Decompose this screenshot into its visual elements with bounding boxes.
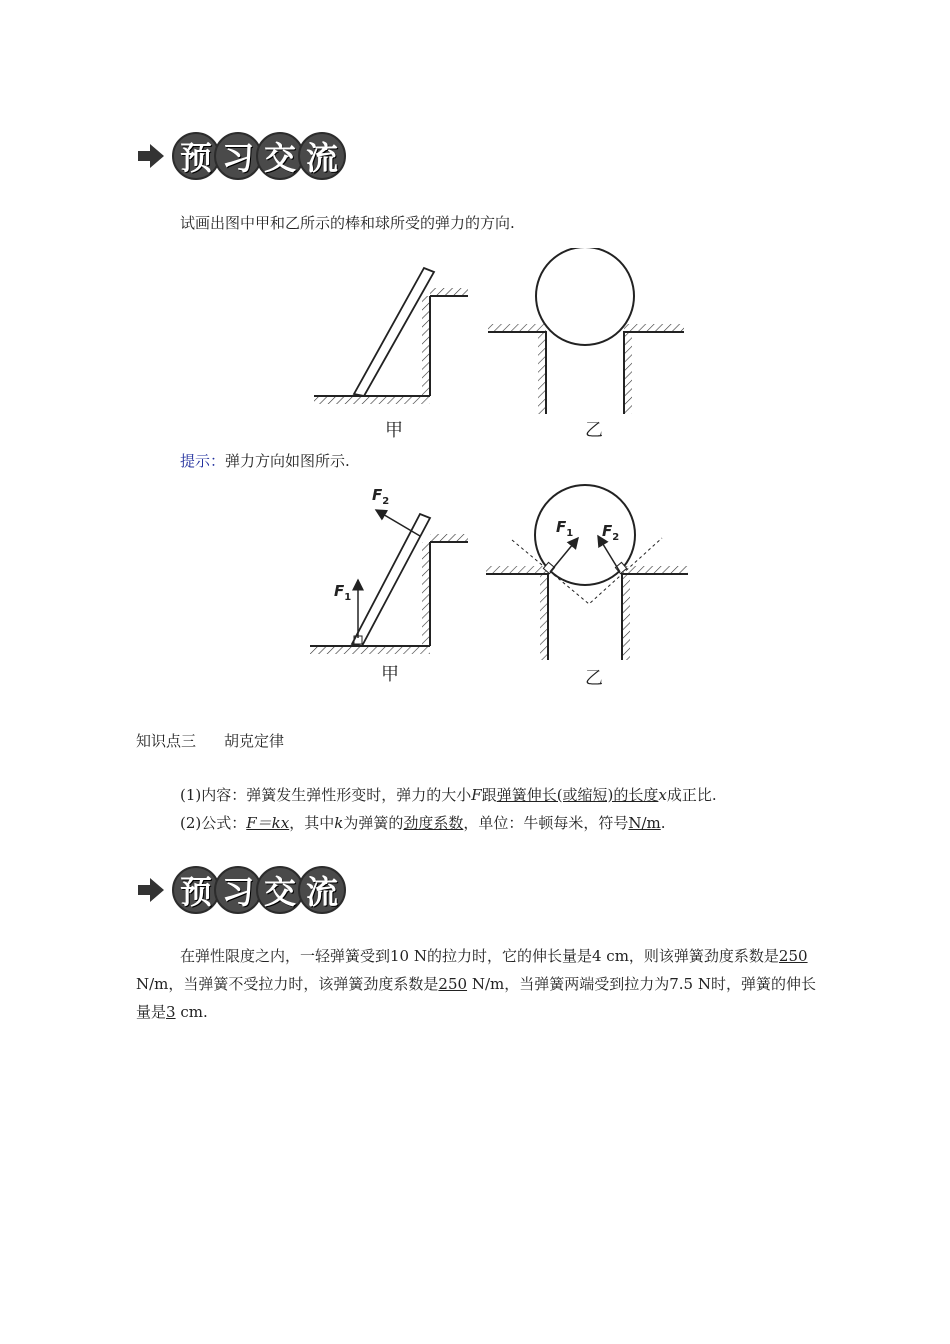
label-jia: 甲 xyxy=(381,664,399,685)
force-f2-label: $F_2$ xyxy=(372,486,390,507)
section-heading xyxy=(136,730,284,752)
hint-label: 提示： xyxy=(180,452,226,470)
figure-yi-forces xyxy=(486,485,688,660)
arrow-right-icon xyxy=(136,141,166,171)
force-f1-label-yi: $F_1$ xyxy=(556,518,574,539)
banner-char: 交 xyxy=(256,866,304,914)
answer-2: 250 xyxy=(438,975,468,993)
figure-force-directions xyxy=(0,480,950,690)
answer-3: 3 xyxy=(166,1003,176,1021)
content-item-1: (1)内容：弹簧发生弹性形变时，弹力的大小F跟弹簧伸长(或缩短)的长度x成正比. xyxy=(180,786,717,804)
arrow-right-icon xyxy=(136,875,166,905)
banner-char: 流 xyxy=(298,132,346,180)
banner-char: 流 xyxy=(298,866,346,914)
figure-jia xyxy=(314,268,468,404)
banner-char: 习 xyxy=(214,866,262,914)
section-banner xyxy=(136,130,340,182)
banner-char: 预 xyxy=(172,132,220,180)
label-jia: 甲 xyxy=(385,420,403,441)
label-yi: 乙 xyxy=(585,420,603,441)
banner-char: 预 xyxy=(172,866,220,914)
hint-line xyxy=(180,450,350,472)
formula: F＝kx xyxy=(246,814,290,832)
force-f2-label-yi: $F_2$ xyxy=(602,522,620,543)
problem-paragraph: 在弹性限度之内，一轻弹簧受到10 N的拉力时，它的伸长量是4 cm，则该弹簧劲度系数是250 N/m，当弹簧不受拉力时，该弹簧劲度系数是250 N/m，当弹簧两端受到拉力为7.5 N时，弹簧的伸长量是3 cm. xyxy=(136,947,816,1021)
answer-1: 250 xyxy=(778,947,808,965)
figure-jia-forces xyxy=(310,486,468,654)
section-banner xyxy=(136,864,340,916)
force-f1-label: $F_1$ xyxy=(334,582,352,603)
figure-yi xyxy=(488,248,684,414)
content-item-2: (2)公式：F＝kx，其中k为弹簧的劲度系数，单位：牛顿每米，符号N/m. xyxy=(180,814,666,832)
figure-jia-yi xyxy=(0,248,950,448)
question-text: 试画出图中甲和乙所示的棒和球所受的弹力的方向. xyxy=(180,214,515,232)
label-yi: 乙 xyxy=(585,668,603,689)
section-name: 胡克定律 xyxy=(224,732,285,750)
banner-char: 交 xyxy=(256,132,304,180)
banner-char: 习 xyxy=(214,132,262,180)
section-title: 知识点三 xyxy=(136,732,197,750)
hint-text: 弹力方向如图所示. xyxy=(225,452,350,470)
